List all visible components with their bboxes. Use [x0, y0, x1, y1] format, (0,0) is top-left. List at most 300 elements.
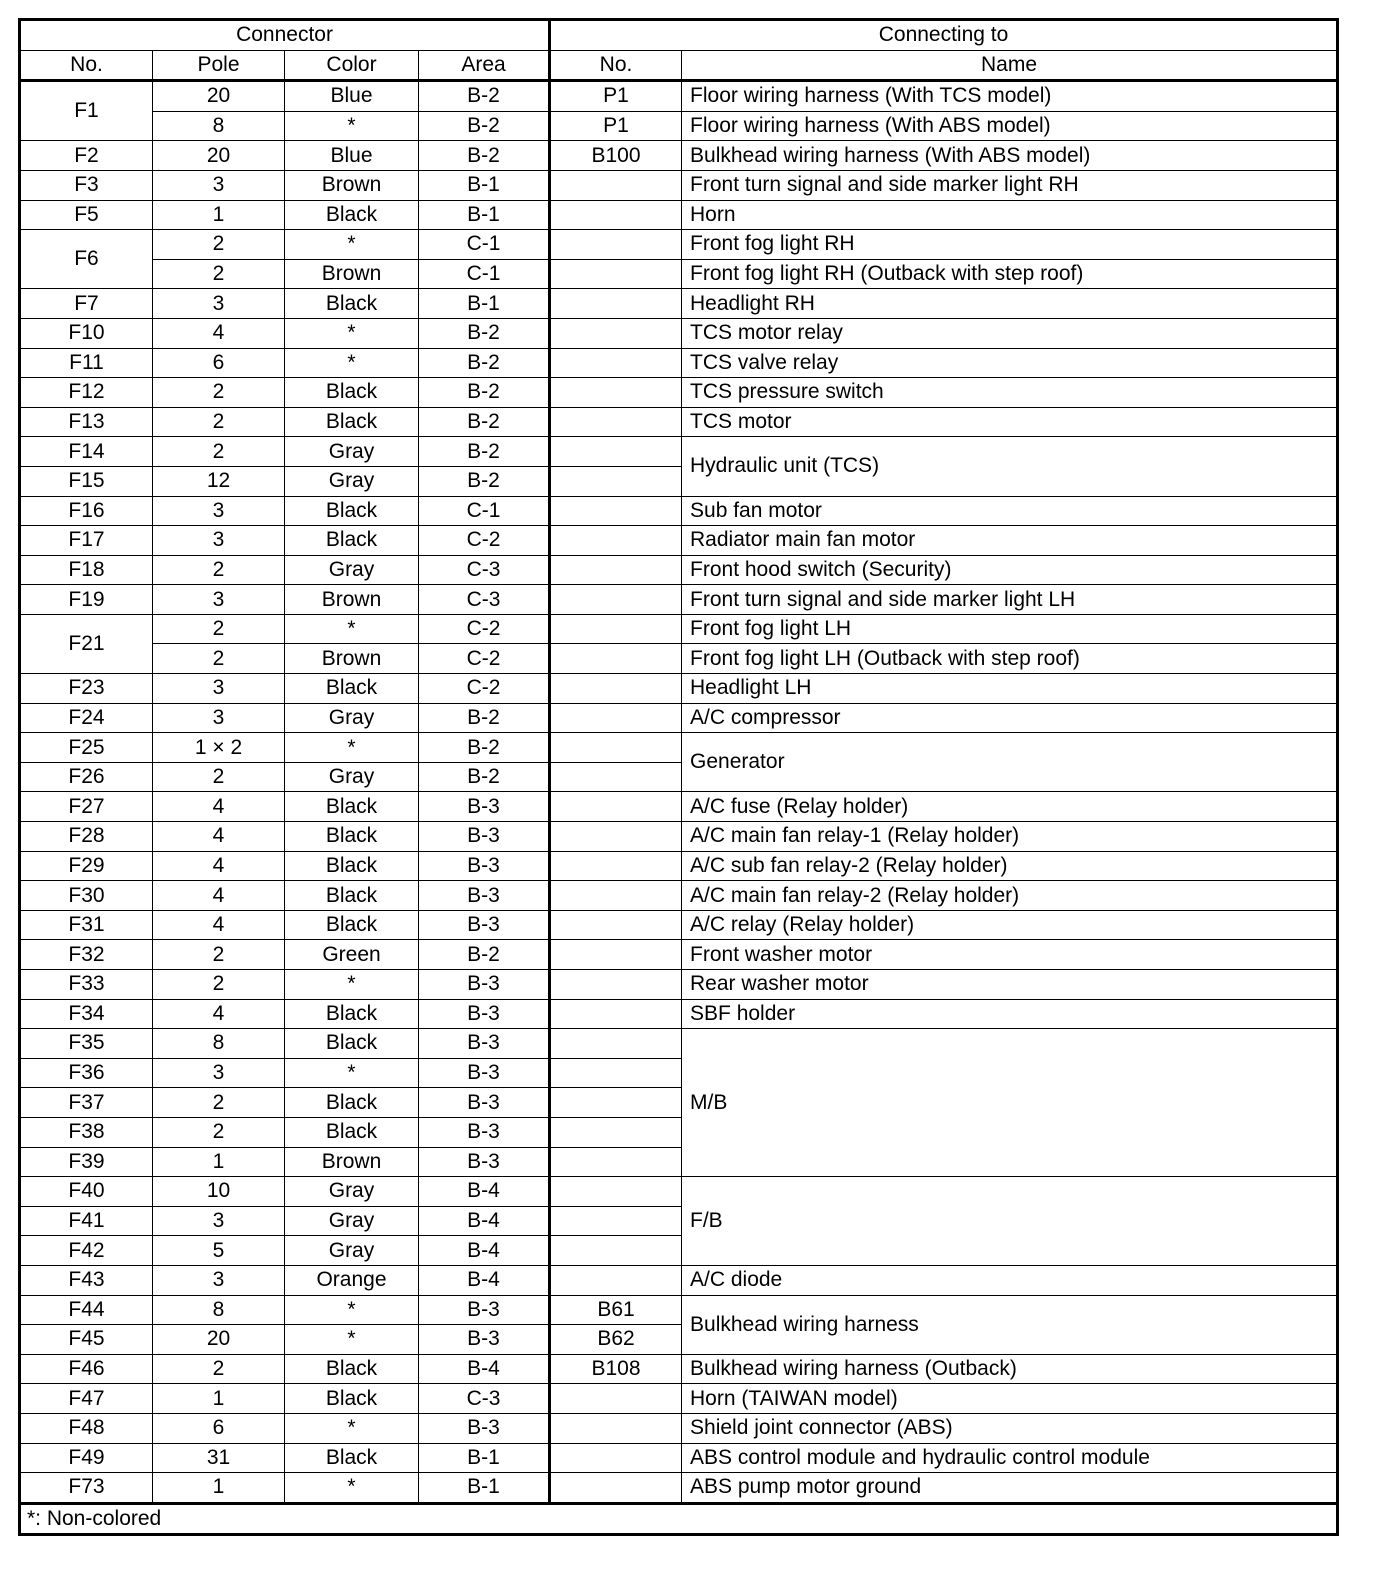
area-cell: B-4 [419, 1354, 550, 1384]
pole-cell: 1 [153, 1473, 285, 1504]
connecting-name-cell: A/C compressor [682, 703, 1338, 733]
area-cell: B-1 [419, 1443, 550, 1473]
connecting-no-cell [550, 555, 682, 585]
connecting-no-cell [550, 259, 682, 289]
connecting-no-cell [550, 910, 682, 940]
area-cell: B-2 [419, 348, 550, 378]
connecting-no-cell [550, 318, 682, 348]
color-cell: Brown [285, 644, 419, 674]
table-row [20, 792, 1338, 822]
connector-no-cell: F35 [20, 1029, 153, 1059]
area-cell: B-2 [419, 407, 550, 437]
connecting-no-cell [550, 881, 682, 911]
pole-cell: 2 [153, 762, 285, 792]
color-cell: Black [285, 674, 419, 704]
area-cell: B-2 [419, 762, 550, 792]
connecting-name-cell: Front fog light RH [682, 230, 1338, 260]
column-header-pole: Pole [153, 50, 285, 81]
color-cell: Black [285, 407, 419, 437]
connecting-no-cell [550, 1206, 682, 1236]
connecting-no-cell [550, 1443, 682, 1473]
color-cell: Brown [285, 170, 419, 200]
connecting-no-cell [550, 348, 682, 378]
color-cell: Black [285, 881, 419, 911]
area-cell: B-4 [419, 1177, 550, 1207]
connector-no-cell: F40 [20, 1177, 153, 1207]
table-row [20, 407, 1338, 437]
connecting-to-group-header: Connecting to [550, 20, 1338, 51]
area-cell: B-3 [419, 910, 550, 940]
area-cell: B-4 [419, 1236, 550, 1266]
pole-cell: 5 [153, 1236, 285, 1266]
color-cell: Black [285, 378, 419, 408]
area-cell: C-1 [419, 496, 550, 526]
color-cell: * [285, 1413, 419, 1443]
area-cell: C-1 [419, 259, 550, 289]
connecting-name-cell: F/B [682, 1177, 1338, 1266]
color-cell: Gray [285, 1236, 419, 1266]
pole-cell: 2 [153, 614, 285, 644]
connecting-name-cell: Front hood switch (Security) [682, 555, 1338, 585]
color-cell: Black [285, 1443, 419, 1473]
connector-table [18, 18, 1339, 1536]
pole-cell: 3 [153, 1058, 285, 1088]
area-cell: B-1 [419, 289, 550, 319]
table-row [20, 1177, 1338, 1207]
connecting-name-cell: TCS motor [682, 407, 1338, 437]
connecting-name-cell: TCS valve relay [682, 348, 1338, 378]
table-row [20, 644, 1338, 674]
connector-no-cell: F25 [20, 733, 153, 763]
connecting-name-cell: A/C diode [682, 1265, 1338, 1295]
area-cell: B-3 [419, 1029, 550, 1059]
color-cell: Brown [285, 259, 419, 289]
table-row [20, 259, 1338, 289]
group-header-row [20, 20, 1338, 51]
area-cell: B-3 [419, 851, 550, 881]
area-cell: B-4 [419, 1206, 550, 1236]
area-cell: B-3 [419, 881, 550, 911]
color-cell: Orange [285, 1265, 419, 1295]
pole-cell: 31 [153, 1443, 285, 1473]
connecting-name-cell: Headlight LH [682, 674, 1338, 704]
connecting-name-cell: A/C relay (Relay holder) [682, 910, 1338, 940]
connector-no-cell: F36 [20, 1058, 153, 1088]
connector-no-cell: F28 [20, 822, 153, 852]
area-cell: B-3 [419, 1058, 550, 1088]
pole-cell: 2 [153, 555, 285, 585]
pole-cell: 3 [153, 526, 285, 556]
connector-no-cell: F46 [20, 1354, 153, 1384]
area-cell: C-2 [419, 614, 550, 644]
connecting-no-cell [550, 407, 682, 437]
area-cell: B-2 [419, 378, 550, 408]
connector-no-cell: F44 [20, 1295, 153, 1325]
connecting-no-cell [550, 792, 682, 822]
connecting-name-cell: A/C fuse (Relay holder) [682, 792, 1338, 822]
connector-no-cell: F16 [20, 496, 153, 526]
color-cell: Black [285, 200, 419, 230]
pole-cell: 3 [153, 703, 285, 733]
color-cell: Gray [285, 1206, 419, 1236]
table-row [20, 318, 1338, 348]
column-header-name: Name [682, 50, 1338, 81]
connecting-no-cell [550, 526, 682, 556]
pole-cell: 2 [153, 230, 285, 260]
color-cell: * [285, 318, 419, 348]
pole-cell: 3 [153, 1265, 285, 1295]
color-cell: Green [285, 940, 419, 970]
connector-no-cell: F47 [20, 1384, 153, 1414]
connecting-no-cell: P1 [550, 81, 682, 112]
connector-no-cell: F15 [20, 466, 153, 496]
connector-no-cell: F33 [20, 970, 153, 1000]
pole-cell: 8 [153, 111, 285, 141]
connecting-no-cell [550, 822, 682, 852]
color-cell: Black [285, 822, 419, 852]
color-cell: * [285, 1295, 419, 1325]
color-cell: Black [285, 1029, 419, 1059]
color-cell: Black [285, 1354, 419, 1384]
table-row [20, 378, 1338, 408]
connecting-name-cell: ABS pump motor ground [682, 1473, 1338, 1504]
connecting-name-cell: Floor wiring harness (With ABS model) [682, 111, 1338, 141]
connector-table-body [20, 81, 1338, 1504]
connecting-no-cell [550, 1413, 682, 1443]
connecting-no-cell [550, 1117, 682, 1147]
table-row [20, 851, 1338, 881]
connecting-name-cell: A/C main fan relay-2 (Relay holder) [682, 881, 1338, 911]
column-header-connecting-no: No. [550, 50, 682, 81]
connecting-no-cell [550, 703, 682, 733]
connector-no-cell: F42 [20, 1236, 153, 1266]
pole-cell: 1 [153, 1384, 285, 1414]
pole-cell: 2 [153, 1088, 285, 1118]
connector-group-header: Connector [20, 20, 550, 51]
connecting-name-cell: Sub fan motor [682, 496, 1338, 526]
area-cell: C-1 [419, 230, 550, 260]
connecting-no-cell [550, 378, 682, 408]
connecting-name-cell: Headlight RH [682, 289, 1338, 319]
area-cell: B-2 [419, 733, 550, 763]
pole-cell: 3 [153, 289, 285, 319]
area-cell: B-2 [419, 81, 550, 112]
connecting-name-cell: Front turn signal and side marker light RH [682, 170, 1338, 200]
connecting-no-cell: B62 [550, 1325, 682, 1355]
pole-cell: 2 [153, 940, 285, 970]
pole-cell: 3 [153, 496, 285, 526]
color-cell: * [285, 970, 419, 1000]
connector-no-cell: F13 [20, 407, 153, 437]
area-cell: B-3 [419, 1147, 550, 1177]
connecting-no-cell [550, 644, 682, 674]
connector-no-cell: F31 [20, 910, 153, 940]
table-row [20, 496, 1338, 526]
connector-no-cell: F73 [20, 1473, 153, 1504]
connecting-name-cell: M/B [682, 1029, 1338, 1177]
connector-no-cell: F6 [20, 230, 153, 289]
pole-cell: 2 [153, 970, 285, 1000]
footnote-row [20, 1503, 1338, 1535]
connector-no-cell: F24 [20, 703, 153, 733]
pole-cell: 8 [153, 1029, 285, 1059]
connecting-name-cell: Floor wiring harness (With TCS model) [682, 81, 1338, 112]
pole-cell: 2 [153, 1354, 285, 1384]
table-row [20, 703, 1338, 733]
color-cell: * [285, 111, 419, 141]
color-cell: Black [285, 496, 419, 526]
connecting-name-cell: A/C main fan relay-1 (Relay holder) [682, 822, 1338, 852]
connecting-no-cell [550, 851, 682, 881]
table-row [20, 674, 1338, 704]
connecting-no-cell [550, 733, 682, 763]
connector-no-cell: F34 [20, 999, 153, 1029]
connector-no-cell: F7 [20, 289, 153, 319]
color-cell: Black [285, 1117, 419, 1147]
connecting-no-cell [550, 762, 682, 792]
connecting-no-cell [550, 496, 682, 526]
connecting-no-cell [550, 1236, 682, 1266]
pole-cell: 3 [153, 1206, 285, 1236]
table-row [20, 1413, 1338, 1443]
table-row [20, 289, 1338, 319]
table-row [20, 585, 1338, 615]
column-header-row [20, 50, 1338, 81]
connecting-no-cell [550, 1029, 682, 1059]
connector-no-cell: F43 [20, 1265, 153, 1295]
connecting-name-cell: Shield joint connector (ABS) [682, 1413, 1338, 1443]
connecting-name-cell: Bulkhead wiring harness (With ABS model) [682, 141, 1338, 171]
connecting-no-cell [550, 970, 682, 1000]
connecting-name-cell: Front fog light LH [682, 614, 1338, 644]
pole-cell: 2 [153, 644, 285, 674]
color-cell: Black [285, 289, 419, 319]
connector-no-cell: F41 [20, 1206, 153, 1236]
pole-cell: 1 [153, 200, 285, 230]
connector-no-cell: F37 [20, 1088, 153, 1118]
table-row [20, 1473, 1338, 1504]
color-cell: Gray [285, 555, 419, 585]
area-cell: B-2 [419, 466, 550, 496]
connecting-name-cell: Rear washer motor [682, 970, 1338, 1000]
table-row [20, 526, 1338, 556]
connecting-name-cell: Generator [682, 733, 1338, 792]
table-row [20, 999, 1338, 1029]
pole-cell: 4 [153, 792, 285, 822]
color-cell: Black [285, 910, 419, 940]
pole-cell: 2 [153, 1117, 285, 1147]
connecting-name-cell: A/C sub fan relay-2 (Relay holder) [682, 851, 1338, 881]
table-row [20, 555, 1338, 585]
connecting-no-cell: B108 [550, 1354, 682, 1384]
pole-cell: 20 [153, 141, 285, 171]
pole-cell: 4 [153, 881, 285, 911]
area-cell: B-2 [419, 940, 550, 970]
table-row [20, 940, 1338, 970]
table-row [20, 970, 1338, 1000]
column-header-no: No. [20, 50, 153, 81]
connecting-no-cell [550, 1177, 682, 1207]
color-cell: Gray [285, 762, 419, 792]
color-cell: Gray [285, 466, 419, 496]
area-cell: C-3 [419, 585, 550, 615]
pole-cell: 4 [153, 851, 285, 881]
area-cell: B-3 [419, 970, 550, 1000]
area-cell: B-2 [419, 437, 550, 467]
color-cell: * [285, 733, 419, 763]
connecting-name-cell: Front fog light LH (Outback with step roof) [682, 644, 1338, 674]
color-cell: * [285, 1325, 419, 1355]
pole-cell: 3 [153, 170, 285, 200]
connecting-name-cell: Hydraulic unit (TCS) [682, 437, 1338, 496]
connecting-name-cell: TCS motor relay [682, 318, 1338, 348]
pole-cell: 4 [153, 822, 285, 852]
table-row [20, 437, 1338, 467]
pole-cell: 10 [153, 1177, 285, 1207]
connector-no-cell: F14 [20, 437, 153, 467]
color-cell: Black [285, 1088, 419, 1118]
connector-no-cell: F29 [20, 851, 153, 881]
connecting-name-cell: Horn [682, 200, 1338, 230]
connecting-name-cell: Radiator main fan motor [682, 526, 1338, 556]
connecting-no-cell [550, 940, 682, 970]
table-row [20, 881, 1338, 911]
pole-cell: 3 [153, 674, 285, 704]
color-cell: Gray [285, 1177, 419, 1207]
pole-cell: 4 [153, 910, 285, 940]
pole-cell: 4 [153, 318, 285, 348]
color-cell: Brown [285, 585, 419, 615]
connector-no-cell: F18 [20, 555, 153, 585]
area-cell: B-3 [419, 1117, 550, 1147]
connecting-no-cell [550, 200, 682, 230]
connecting-no-cell [550, 1384, 682, 1414]
connecting-no-cell [550, 230, 682, 260]
connecting-no-cell [550, 614, 682, 644]
pole-cell: 2 [153, 259, 285, 289]
table-row [20, 910, 1338, 940]
connector-no-cell: F21 [20, 614, 153, 673]
table-row [20, 81, 1338, 112]
color-cell: Blue [285, 81, 419, 112]
connecting-no-cell: B100 [550, 141, 682, 171]
area-cell: B-3 [419, 1088, 550, 1118]
pole-cell: 6 [153, 1413, 285, 1443]
connector-table-sheet [18, 18, 1336, 1536]
connector-no-cell: F10 [20, 318, 153, 348]
area-cell: B-3 [419, 1295, 550, 1325]
connecting-no-cell [550, 1058, 682, 1088]
connecting-name-cell: Bulkhead wiring harness [682, 1295, 1338, 1354]
pole-cell: 1 [153, 1147, 285, 1177]
connector-no-cell: F48 [20, 1413, 153, 1443]
color-cell: * [285, 1058, 419, 1088]
connecting-name-cell: Front fog light RH (Outback with step roof) [682, 259, 1338, 289]
column-header-color: Color [285, 50, 419, 81]
connector-no-cell: F49 [20, 1443, 153, 1473]
connector-no-cell: F38 [20, 1117, 153, 1147]
color-cell: Brown [285, 1147, 419, 1177]
color-cell: Black [285, 526, 419, 556]
connecting-no-cell [550, 674, 682, 704]
connector-no-cell: F23 [20, 674, 153, 704]
color-cell: Blue [285, 141, 419, 171]
connecting-no-cell [550, 1088, 682, 1118]
area-cell: B-2 [419, 141, 550, 171]
area-cell: B-3 [419, 792, 550, 822]
color-cell: Gray [285, 703, 419, 733]
connecting-name-cell: Front turn signal and side marker light LH [682, 585, 1338, 615]
connector-no-cell: F17 [20, 526, 153, 556]
pole-cell: 8 [153, 1295, 285, 1325]
connector-no-cell: F12 [20, 378, 153, 408]
area-cell: B-2 [419, 111, 550, 141]
table-row [20, 822, 1338, 852]
pole-cell: 2 [153, 407, 285, 437]
connector-no-cell: F5 [20, 200, 153, 230]
connector-no-cell: F2 [20, 141, 153, 171]
area-cell: C-3 [419, 1384, 550, 1414]
color-cell: * [285, 1473, 419, 1504]
connecting-no-cell [550, 289, 682, 319]
area-cell: C-2 [419, 644, 550, 674]
table-row [20, 200, 1338, 230]
connector-no-cell: F11 [20, 348, 153, 378]
connecting-no-cell [550, 1473, 682, 1504]
table-row [20, 1029, 1338, 1059]
pole-cell: 1 × 2 [153, 733, 285, 763]
pole-cell: 6 [153, 348, 285, 378]
connecting-name-cell: Bulkhead wiring harness (Outback) [682, 1354, 1338, 1384]
pole-cell: 3 [153, 585, 285, 615]
connector-no-cell: F1 [20, 81, 153, 141]
table-row [20, 614, 1338, 644]
connecting-no-cell [550, 999, 682, 1029]
area-cell: B-2 [419, 703, 550, 733]
table-row [20, 348, 1338, 378]
table-row [20, 733, 1338, 763]
area-cell: B-3 [419, 1413, 550, 1443]
connecting-no-cell: B61 [550, 1295, 682, 1325]
connector-no-cell: F39 [20, 1147, 153, 1177]
area-cell: B-3 [419, 1325, 550, 1355]
connecting-name-cell: ABS control module and hydraulic control module [682, 1443, 1338, 1473]
area-cell: B-3 [419, 822, 550, 852]
connector-no-cell: F45 [20, 1325, 153, 1355]
table-row [20, 230, 1338, 260]
connecting-no-cell: P1 [550, 111, 682, 141]
area-cell: C-3 [419, 555, 550, 585]
connecting-no-cell [550, 170, 682, 200]
pole-cell: 12 [153, 466, 285, 496]
area-cell: B-1 [419, 200, 550, 230]
connector-no-cell: F3 [20, 170, 153, 200]
table-row [20, 1384, 1338, 1414]
pole-cell: 20 [153, 1325, 285, 1355]
area-cell: B-4 [419, 1265, 550, 1295]
column-header-area: Area [419, 50, 550, 81]
connector-no-cell: F32 [20, 940, 153, 970]
connecting-no-cell [550, 466, 682, 496]
area-cell: C-2 [419, 526, 550, 556]
footnote: *: Non-colored [20, 1503, 1338, 1535]
area-cell: B-1 [419, 1473, 550, 1504]
area-cell: C-2 [419, 674, 550, 704]
table-row [20, 1443, 1338, 1473]
pole-cell: 2 [153, 378, 285, 408]
connecting-name-cell: TCS pressure switch [682, 378, 1338, 408]
color-cell: * [285, 230, 419, 260]
